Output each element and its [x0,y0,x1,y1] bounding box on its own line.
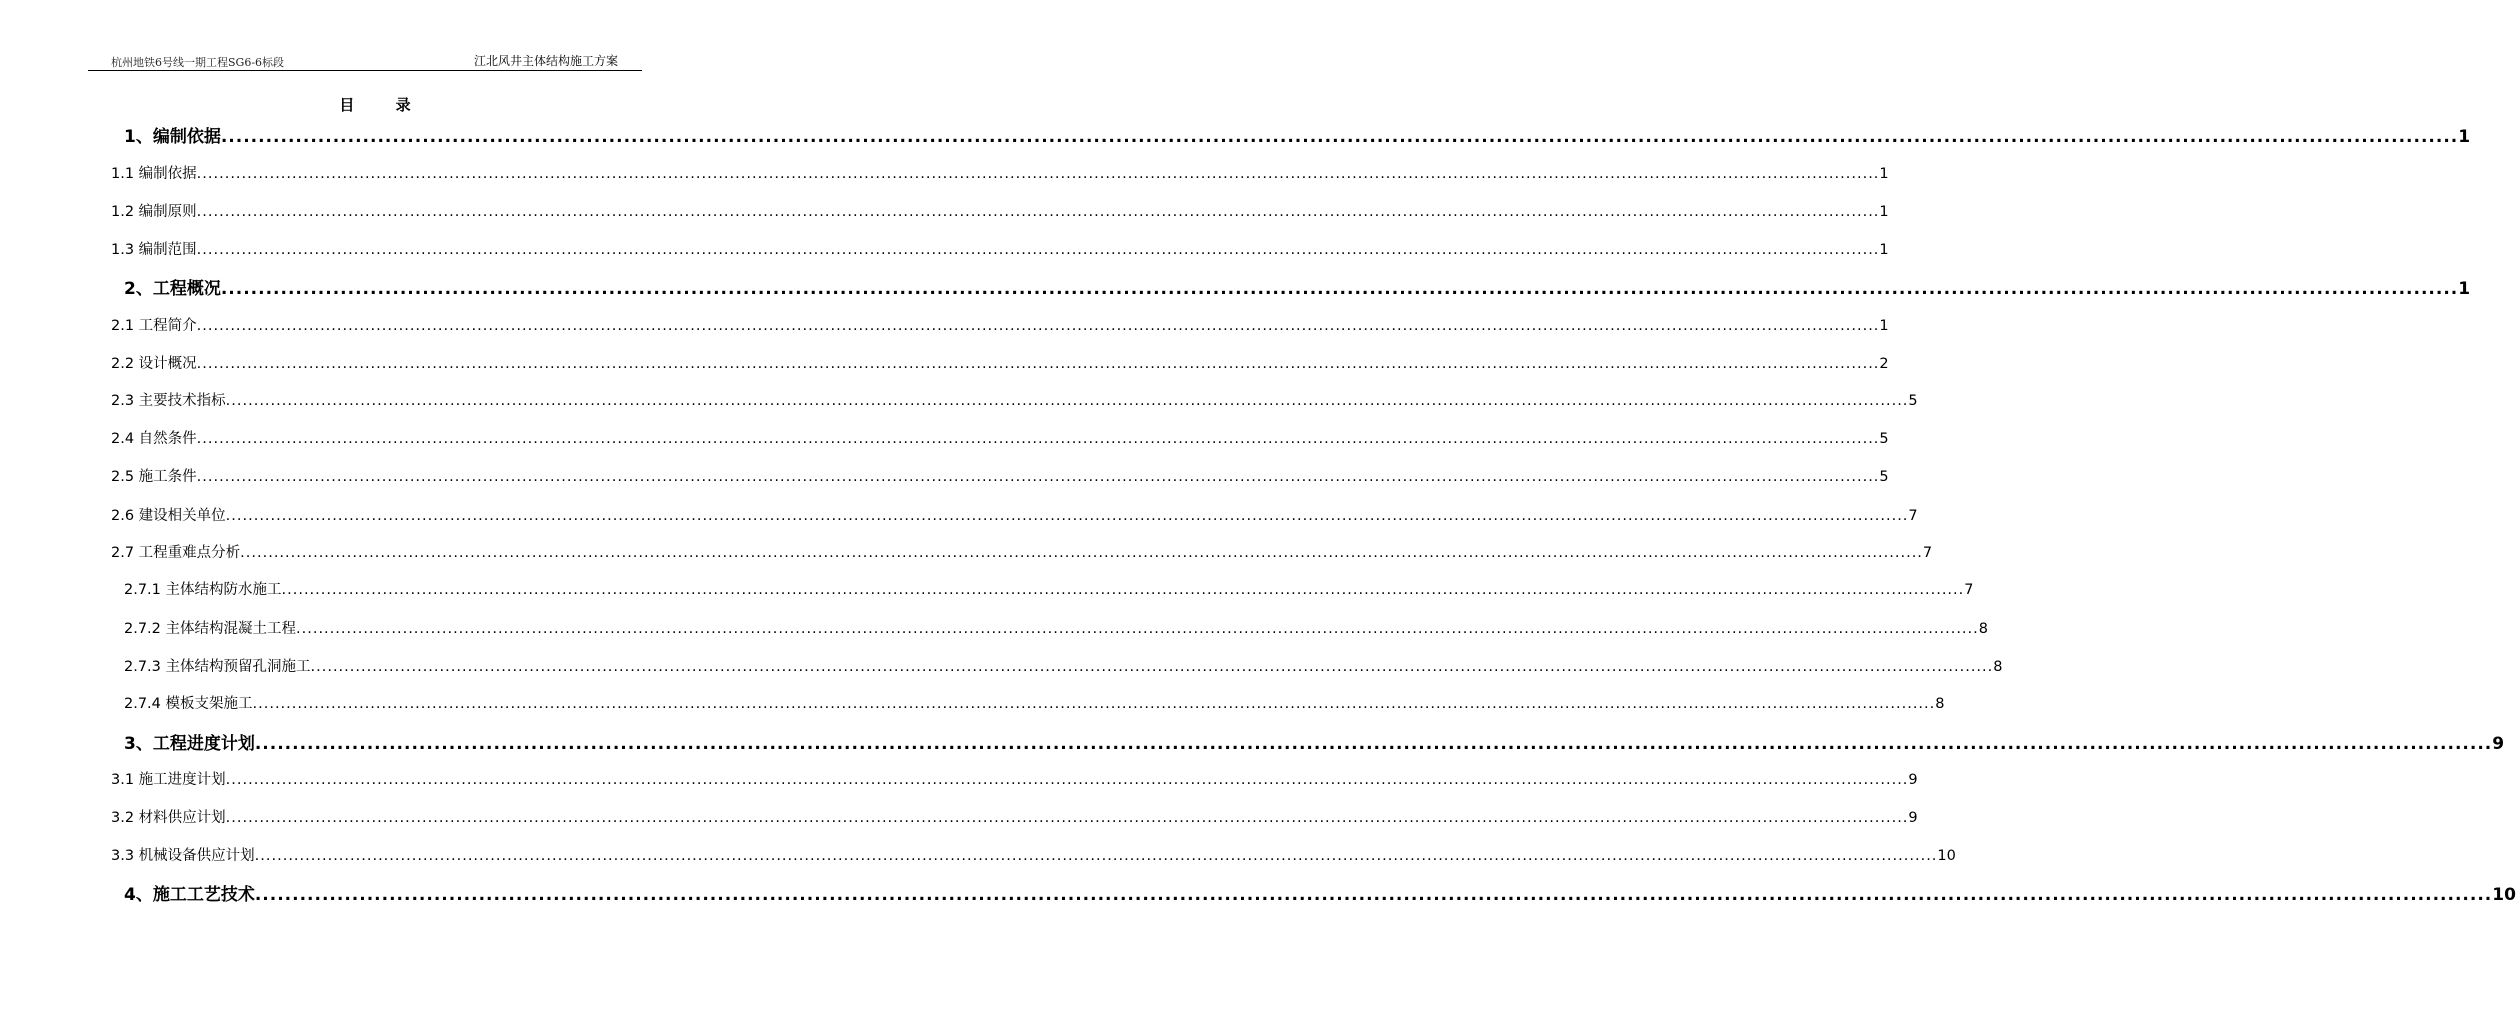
toc-entry[interactable] [111,389,1918,410]
header-divider [88,70,642,71]
toc-entry-page-number: 5 [1908,393,1918,409]
toc-entry-page-number: 10 [1937,848,1956,864]
toc-entry-page-number: 2 [1879,356,1889,372]
toc-entry-page-number: 1 [1879,318,1889,334]
toc-entry-label: 2.2 设计概况 [111,356,197,372]
toc-leader-dots: ............................................................................................................................................................................................................................................................................................................ [254,734,2493,754]
toc-entry-page-number: 1 [1879,166,1889,182]
toc-entry-label: 2.5 施工条件 [111,469,197,485]
header-project-name: 杭州地铁6号线一期工程SG6-6标段 [111,56,285,69]
toc-entry[interactable] [111,806,1918,827]
toc-leader-dots: ............................................................................................................................................................................................................................................................................................................ [196,356,1880,372]
toc-entry-page-number: 5 [1879,431,1889,447]
toc-leader-dots: ............................................................................................................................................................................................................................................................................................................ [225,810,1909,826]
toc-leader-dots: ............................................................................................................................................................................................................................................................................................................ [296,621,1979,637]
toc-entry-label: 3、工程进度计划 [124,734,255,754]
toc-entry[interactable] [124,578,1974,599]
toc-title: 目 录 [339,96,429,114]
toc-entry[interactable] [111,504,1918,525]
toc-leader-dots: ............................................................................................................................................................................................................................................................................................................ [225,772,1909,788]
toc-entry[interactable] [124,617,1988,638]
toc-entry-label: 1、编制依据 [124,127,221,147]
toc-entry[interactable] [111,352,1889,373]
toc-entry-label: 3.3 机械设备供应计划 [111,848,255,864]
toc-leader-dots: ............................................................................................................................................................................................................................................................................................................ [220,279,2459,299]
toc-entry-label: 2.7.1 主体结构防水施工 [124,582,282,598]
toc-leader-dots: ............................................................................................................................................................................................................................................................................................................ [196,318,1880,334]
toc-entry-label: 3.1 施工进度计划 [111,772,226,788]
toc-leader-dots: ............................................................................................................................................................................................................................................................................................................ [220,127,2459,147]
toc-entry-page-number: 1 [2458,127,2471,147]
toc-entry-page-number: 1 [2458,279,2471,299]
toc-entry[interactable] [124,274,2471,299]
toc-entry[interactable] [124,729,2505,754]
toc-entry-label: 1.3 编制范围 [111,242,197,258]
toc-leader-dots: ............................................................................................................................................................................................................................................................................................................ [254,885,2493,905]
toc-entry-label: 1.2 编制原则 [111,204,197,220]
toc-entry[interactable] [111,238,1889,259]
toc-entry-label: 2.7 工程重难点分析 [111,545,241,561]
toc-leader-dots: ............................................................................................................................................................................................................................................................................................................ [240,545,1923,561]
toc-entry[interactable] [111,427,1889,448]
toc-entry[interactable] [111,768,1918,789]
toc-entry-label: 2.3 主要技术指标 [111,393,226,409]
toc-entry-label: 2.7.2 主体结构混凝土工程 [124,621,297,637]
toc-entry-label: 2.6 建设相关单位 [111,508,226,524]
toc-entry-label: 4、施工工艺技术 [124,885,255,905]
toc-entry-label: 3.2 材料供应计划 [111,810,226,826]
toc-entry-page-number: 8 [1935,696,1945,712]
toc-entry[interactable] [124,655,2003,676]
toc-entry-label: 2.7.3 主体结构预留孔洞施工 [124,659,311,675]
toc-leader-dots: ............................................................................................................................................................................................................................................................................................................ [196,242,1880,258]
toc-entry[interactable] [111,844,1956,865]
toc-leader-dots: ............................................................................................................................................................................................................................................................................................................ [196,431,1880,447]
toc-entry-page-number: 8 [1993,659,2003,675]
toc-entry[interactable] [111,200,1889,221]
toc-leader-dots: ............................................................................................................................................................................................................................................................................................................ [254,848,1938,864]
toc-entry-label: 1.1 编制依据 [111,166,197,182]
toc-leader-dots: ............................................................................................................................................................................................................................................................................................................ [196,204,1880,220]
toc-entry-page-number: 5 [1879,469,1889,485]
toc-entry-page-number: 1 [1879,204,1889,220]
header-document-title: 江北风井主体结构施工方案 [474,52,618,71]
toc-leader-dots: ............................................................................................................................................................................................................................................................................................................ [196,469,1880,485]
toc-entry-label: 2.7.4 模板支架施工 [124,696,253,712]
toc-leader-dots: ............................................................................................................................................................................................................................................................................................................ [252,696,1936,712]
toc-entry-label: 2.1 工程简介 [111,318,197,334]
toc-entry-page-number: 9 [1908,810,1918,826]
toc-leader-dots: ............................................................................................................................................................................................................................................................................................................ [225,393,1909,409]
toc-entry-page-number: 7 [1922,545,1933,561]
toc-leader-dots: ............................................................................................................................................................................................................................................................................................................ [225,508,1909,524]
toc-entry[interactable] [111,314,1889,335]
toc-entry-page-number: 1 [1879,242,1889,258]
toc-entry[interactable] [124,122,2471,147]
toc-leader-dots: ............................................................................................................................................................................................................................................................................................................ [310,659,1994,675]
toc-leader-dots: ............................................................................................................................................................................................................................................................................................................ [196,166,1880,182]
toc-entry-page-number: 10 [2492,885,2516,905]
toc-entry-label: 2.4 自然条件 [111,431,197,447]
toc-entry[interactable] [111,162,1889,183]
toc-entry[interactable] [111,541,1933,562]
toc-entry[interactable] [124,880,2516,905]
toc-leader-dots: ............................................................................................................................................................................................................................................................................................................ [281,582,1965,598]
toc-entry-page-number: 9 [1908,772,1918,788]
toc-entry-page-number: 7 [1964,582,1974,598]
toc-entry[interactable] [124,692,1945,713]
toc-entry[interactable] [111,465,1889,486]
toc-entry-page-number: 8 [1978,621,1988,637]
toc-entry-label: 2、工程概况 [124,279,221,299]
toc-entry-page-number: 7 [1908,508,1918,524]
toc-entry-page-number: 9 [2492,734,2505,754]
